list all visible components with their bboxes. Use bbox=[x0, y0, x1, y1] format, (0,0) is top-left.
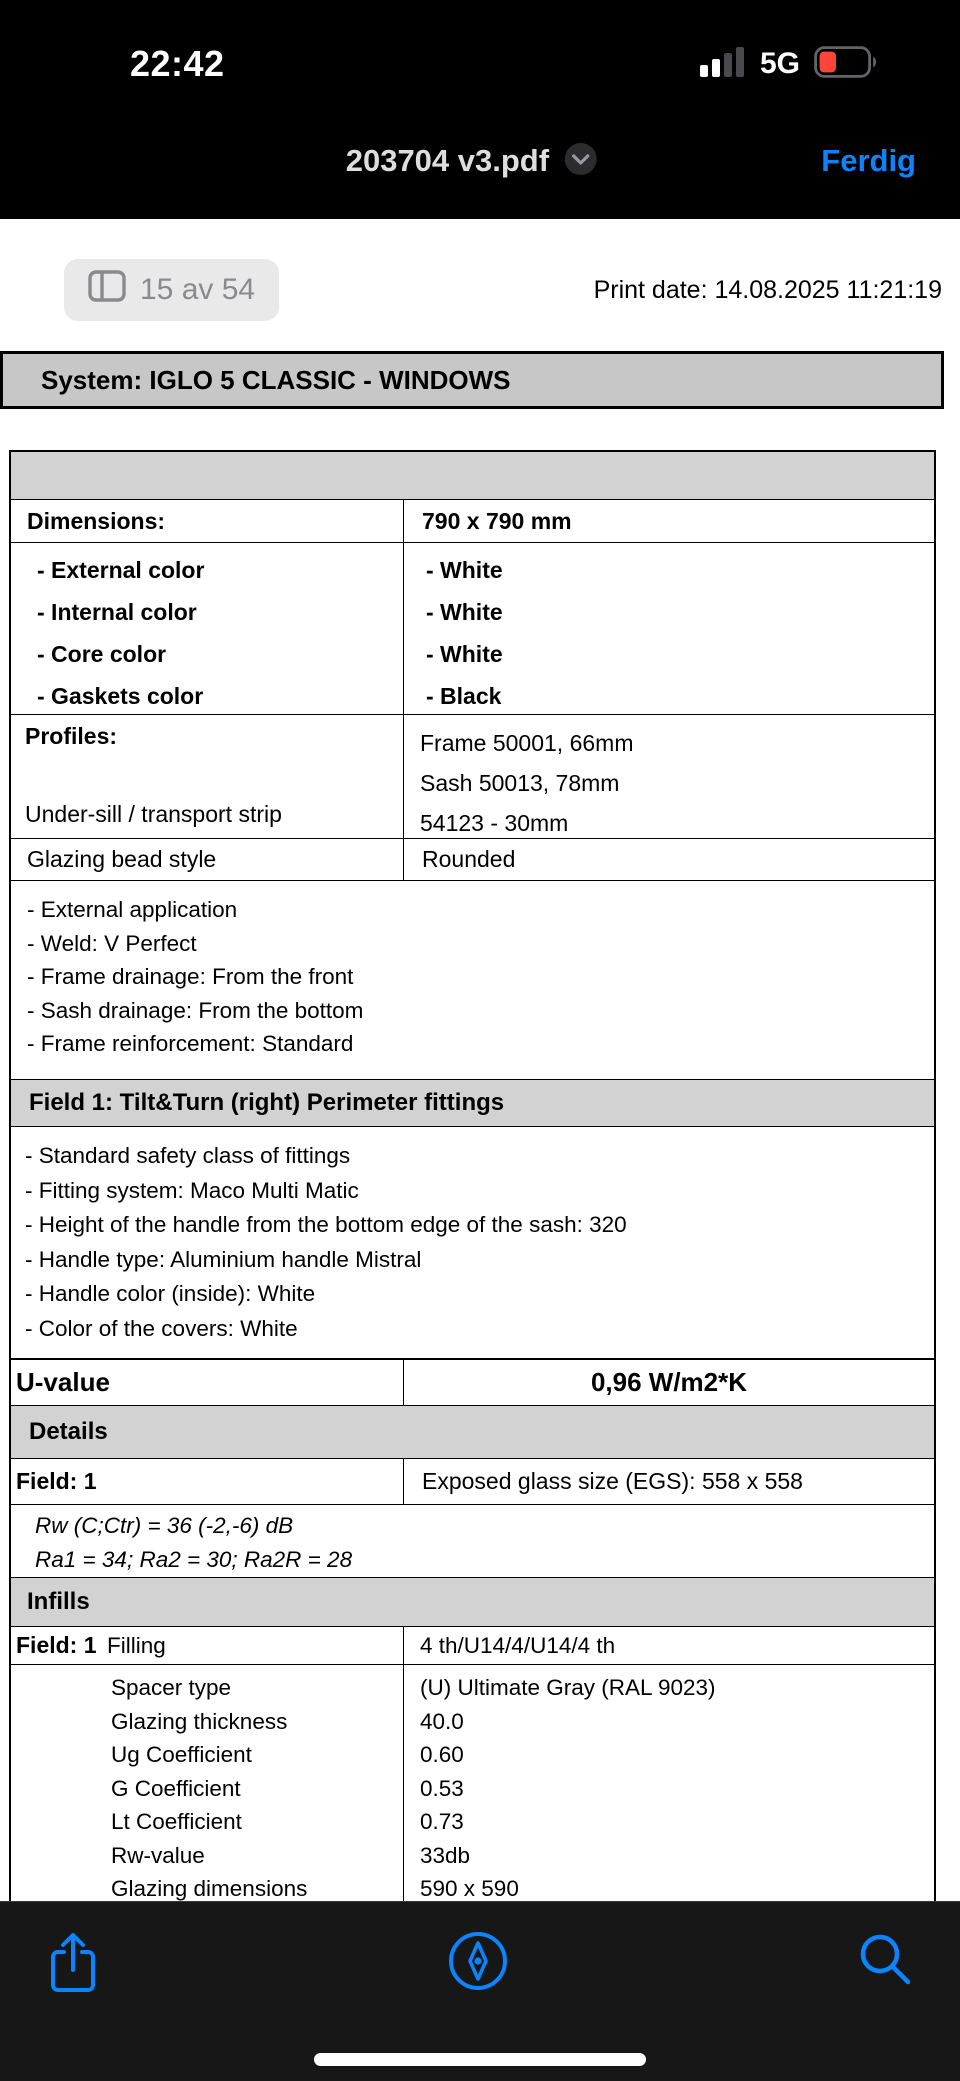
note-item: - External application bbox=[27, 897, 238, 922]
markup-button[interactable] bbox=[443, 1926, 513, 1999]
share-button[interactable] bbox=[42, 1926, 104, 2001]
row-notes bbox=[11, 881, 934, 1080]
infill-label: Spacer type bbox=[111, 1675, 232, 1700]
undersill-label: Under-sill / transport strip bbox=[25, 801, 282, 827]
dimensions-label: Dimensions: bbox=[27, 507, 166, 534]
color-label: - External color bbox=[37, 557, 205, 583]
infill-label: Ug Coefficient bbox=[111, 1742, 252, 1767]
infill-label: Rw-value bbox=[111, 1842, 205, 1868]
search-button[interactable] bbox=[852, 1926, 918, 1995]
note-item: - Weld: V Perfect bbox=[27, 930, 197, 956]
fitting-item: - Standard safety class of fittings bbox=[25, 1143, 351, 1168]
note-item: - Sash drainage: From the bottom bbox=[27, 997, 364, 1023]
row-acoustic bbox=[11, 1505, 934, 1578]
infill-label: Glazing dimensions bbox=[111, 1876, 308, 1901]
infills-header: Infills bbox=[27, 1588, 90, 1615]
row-field1-header bbox=[11, 1080, 934, 1127]
row-details-header bbox=[11, 1406, 934, 1459]
fitting-item: - Color of the covers: White bbox=[25, 1315, 298, 1341]
row-colors bbox=[11, 543, 934, 715]
doc-header-row bbox=[64, 259, 942, 321]
markup-pen-icon bbox=[447, 1930, 509, 1995]
profiles-labels bbox=[11, 715, 403, 838]
row-infills-header bbox=[11, 1578, 934, 1627]
notes-list bbox=[11, 881, 934, 1079]
row-uvalue bbox=[11, 1359, 934, 1406]
row-infill-details bbox=[11, 1665, 934, 1915]
infill-values bbox=[403, 1665, 934, 1915]
spec-table bbox=[9, 450, 936, 1915]
note-item: - Frame reinforcement: Standard bbox=[27, 1031, 354, 1056]
document-title: 203704 v3.pdf bbox=[345, 142, 550, 178]
row-glazing-bead bbox=[11, 839, 934, 881]
row-infill-filling bbox=[11, 1627, 934, 1665]
status-icons bbox=[700, 46, 880, 83]
infill-value: 0.53 bbox=[420, 1775, 464, 1801]
color-value: - Black bbox=[426, 683, 502, 709]
infill-label: Glazing thickness bbox=[111, 1708, 288, 1734]
bottom-toolbar bbox=[0, 1901, 960, 2081]
profile-value: Frame 50001, 66mm bbox=[420, 730, 634, 756]
done-button[interactable]: Ferdig bbox=[821, 142, 916, 178]
status-time: 22:42 bbox=[130, 43, 225, 84]
uvalue-label: U-value bbox=[16, 1367, 110, 1397]
thumbnails-icon bbox=[88, 270, 126, 310]
details-header: Details bbox=[29, 1418, 108, 1445]
infill-value: 590 x 590 bbox=[420, 1876, 519, 1901]
row-fittings bbox=[11, 1127, 934, 1359]
acoustic-line: Rw (C;Ctr) = 36 (-2,-6) dB bbox=[35, 1513, 294, 1538]
color-label: - Core color bbox=[37, 641, 167, 667]
fitting-item: - Handle type: Aluminium handle Mistral bbox=[25, 1246, 422, 1272]
fitting-item: - Fitting system: Maco Multi Matic bbox=[25, 1177, 359, 1203]
infill-field-cell bbox=[11, 1627, 403, 1664]
fitting-item: - Height of the handle from the bottom edge of the sash: 320 bbox=[25, 1212, 627, 1237]
glazing-bead-label: Glazing bead style bbox=[27, 846, 217, 872]
pdf-page-content bbox=[0, 219, 960, 2081]
system-header: System: IGLO 5 CLASSIC - WINDOWS bbox=[0, 351, 944, 409]
title-menu-button[interactable] bbox=[563, 141, 599, 180]
search-icon bbox=[856, 1930, 914, 1991]
share-icon bbox=[46, 1930, 100, 1997]
infill-value: 33db bbox=[420, 1842, 471, 1868]
row-dimensions bbox=[11, 500, 934, 543]
uvalue-value: 0,96 W/m2*K bbox=[403, 1360, 934, 1405]
table-empty-header-row bbox=[11, 452, 934, 500]
home-indicator[interactable] bbox=[314, 2053, 646, 2066]
field1-header: Field 1: Tilt&Turn (right) Perimeter fittings bbox=[29, 1089, 505, 1116]
acoustic-values bbox=[11, 1505, 934, 1577]
profiles-label: Profiles: bbox=[25, 723, 118, 749]
details-field-value: Exposed glass size (EGS): 558 x 558 bbox=[403, 1459, 934, 1504]
battery-icon bbox=[814, 46, 880, 83]
dimensions-value: 790 x 790 mm bbox=[403, 500, 934, 542]
profile-value: Sash 50013, 78mm bbox=[420, 770, 620, 796]
status-bar bbox=[0, 0, 960, 102]
infill-value: 0.73 bbox=[420, 1809, 464, 1834]
fitting-item: - Handle color (inside): White bbox=[25, 1281, 316, 1306]
row-profiles bbox=[11, 715, 934, 839]
page-indicator-label: 15 av 54 bbox=[140, 273, 256, 306]
color-label: - Gaskets color bbox=[37, 683, 204, 709]
color-label: - Internal color bbox=[37, 599, 197, 625]
cellular-signal-icon bbox=[700, 47, 746, 82]
fittings-list bbox=[11, 1127, 934, 1358]
infill-value: 0.60 bbox=[420, 1742, 464, 1767]
infill-label: G Coefficient bbox=[111, 1775, 241, 1801]
color-values bbox=[403, 543, 934, 714]
glazing-bead-value: Rounded bbox=[403, 839, 934, 880]
color-labels bbox=[11, 543, 403, 714]
note-item: - Frame drainage: From the front bbox=[27, 964, 354, 989]
infill-filling-value: 4 th/U14/4/U14/4 th bbox=[403, 1627, 934, 1664]
print-date: Print date: 14.08.2025 11:21:19 bbox=[593, 275, 942, 304]
top-bar bbox=[0, 0, 960, 219]
color-value: - White bbox=[426, 599, 503, 625]
page-indicator-button[interactable] bbox=[64, 259, 279, 321]
undersill-value: 54123 - 30mm bbox=[420, 810, 569, 836]
infill-value: 40.0 bbox=[420, 1708, 464, 1734]
profiles-values bbox=[403, 715, 934, 838]
chevron-down-icon bbox=[563, 141, 599, 180]
infill-label: Lt Coefficient bbox=[111, 1809, 242, 1834]
network-type-label: 5G bbox=[759, 47, 800, 80]
infill-value: (U) Ultimate Gray (RAL 9023) bbox=[420, 1675, 716, 1700]
infill-labels bbox=[11, 1665, 403, 1915]
infill-field-label: Field: 1 bbox=[16, 1632, 97, 1658]
color-value: - White bbox=[426, 641, 503, 667]
details-field-label: Field: 1 bbox=[16, 1468, 97, 1494]
acoustic-line: Ra1 = 34; Ra2 = 30; Ra2R = 28 bbox=[35, 1546, 353, 1572]
row-details-field bbox=[11, 1459, 934, 1505]
color-value: - White bbox=[426, 557, 503, 583]
infill-filling-label: Filling bbox=[107, 1632, 166, 1658]
title-bar bbox=[0, 102, 960, 219]
